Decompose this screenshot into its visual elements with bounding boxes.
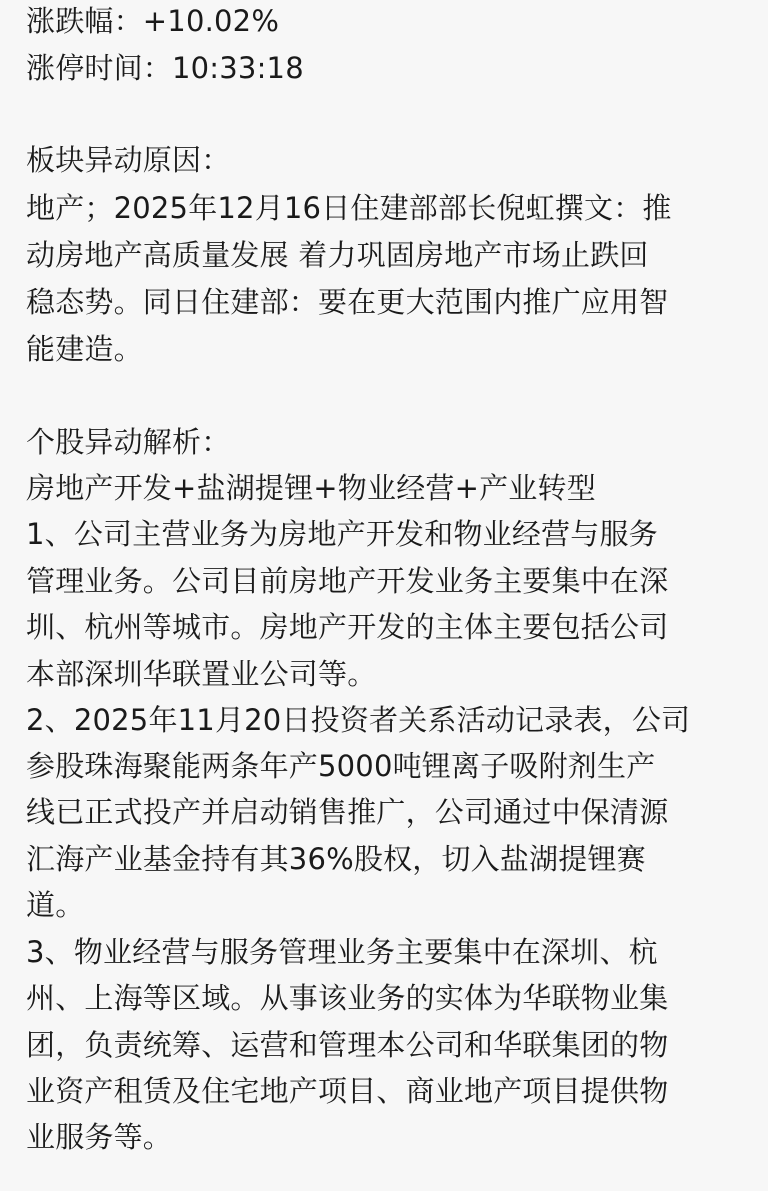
analysis-point-1-line: 本部深圳华联置业公司等。 — [26, 657, 377, 691]
analysis-point-2-line: 道。 — [26, 888, 85, 922]
stock-tags-line: 房地产开发+盐湖提锂+物业经营+产业转型 — [26, 471, 596, 505]
sector-reason-line: 动房地产高质量发展 着力巩固房地产市场止跌回 — [26, 238, 649, 272]
stock-analysis-heading: 个股异动解析： — [26, 425, 231, 459]
analysis-point-2-line: 参股珠海聚能两条年产5000吨锂离子吸附剂生产 — [26, 749, 656, 783]
sector-reason-line: 能建造。 — [26, 332, 143, 366]
sector-reason-line: 地产；2025年12月16日住建部部长倪虹撰文：推 — [26, 191, 672, 225]
analysis-point-1-line: 1、公司主营业务为房地产开发和物业经营与服务 — [26, 517, 658, 551]
analysis-point-3-line: 业资产租赁及住宅地产项目、商业地产项目提供物 — [26, 1074, 669, 1108]
analysis-point-3-line: 州、上海等区域。从事该业务的实体为华联物业集 — [26, 981, 669, 1015]
analysis-point-3-line: 团，负责统筹、运营和管理本公司和华联集团的物 — [26, 1028, 669, 1062]
analysis-point-3-line: 3、物业经营与服务管理业务主要集中在深圳、杭 — [26, 935, 658, 969]
sector-reason-line: 稳态势。同日住建部：要在更大范围内推广应用智 — [26, 285, 669, 319]
analysis-point-2-line: 2、2025年11月20日投资者关系活动记录表，公司 — [26, 703, 691, 737]
analysis-point-2-line: 汇海产业基金持有其36%股权，切入盐湖提锂赛 — [26, 842, 646, 876]
limit-up-time-line: 涨停时间：10:33:18 — [26, 51, 304, 85]
analysis-point-3-line: 业服务等。 — [26, 1120, 173, 1154]
sector-reason-heading: 板块异动原因： — [26, 143, 231, 177]
analysis-point-2-line: 线已正式投产并启动销售推广，公司通过中保清源 — [26, 795, 669, 829]
analysis-point-1-line: 管理业务。公司目前房地产开发业务主要集中在深 — [26, 564, 669, 598]
change-percent-line: 涨跌幅：+10.02% — [26, 4, 280, 38]
analysis-point-1-line: 圳、杭州等城市。房地产开发的主体主要包括公司 — [26, 610, 669, 644]
